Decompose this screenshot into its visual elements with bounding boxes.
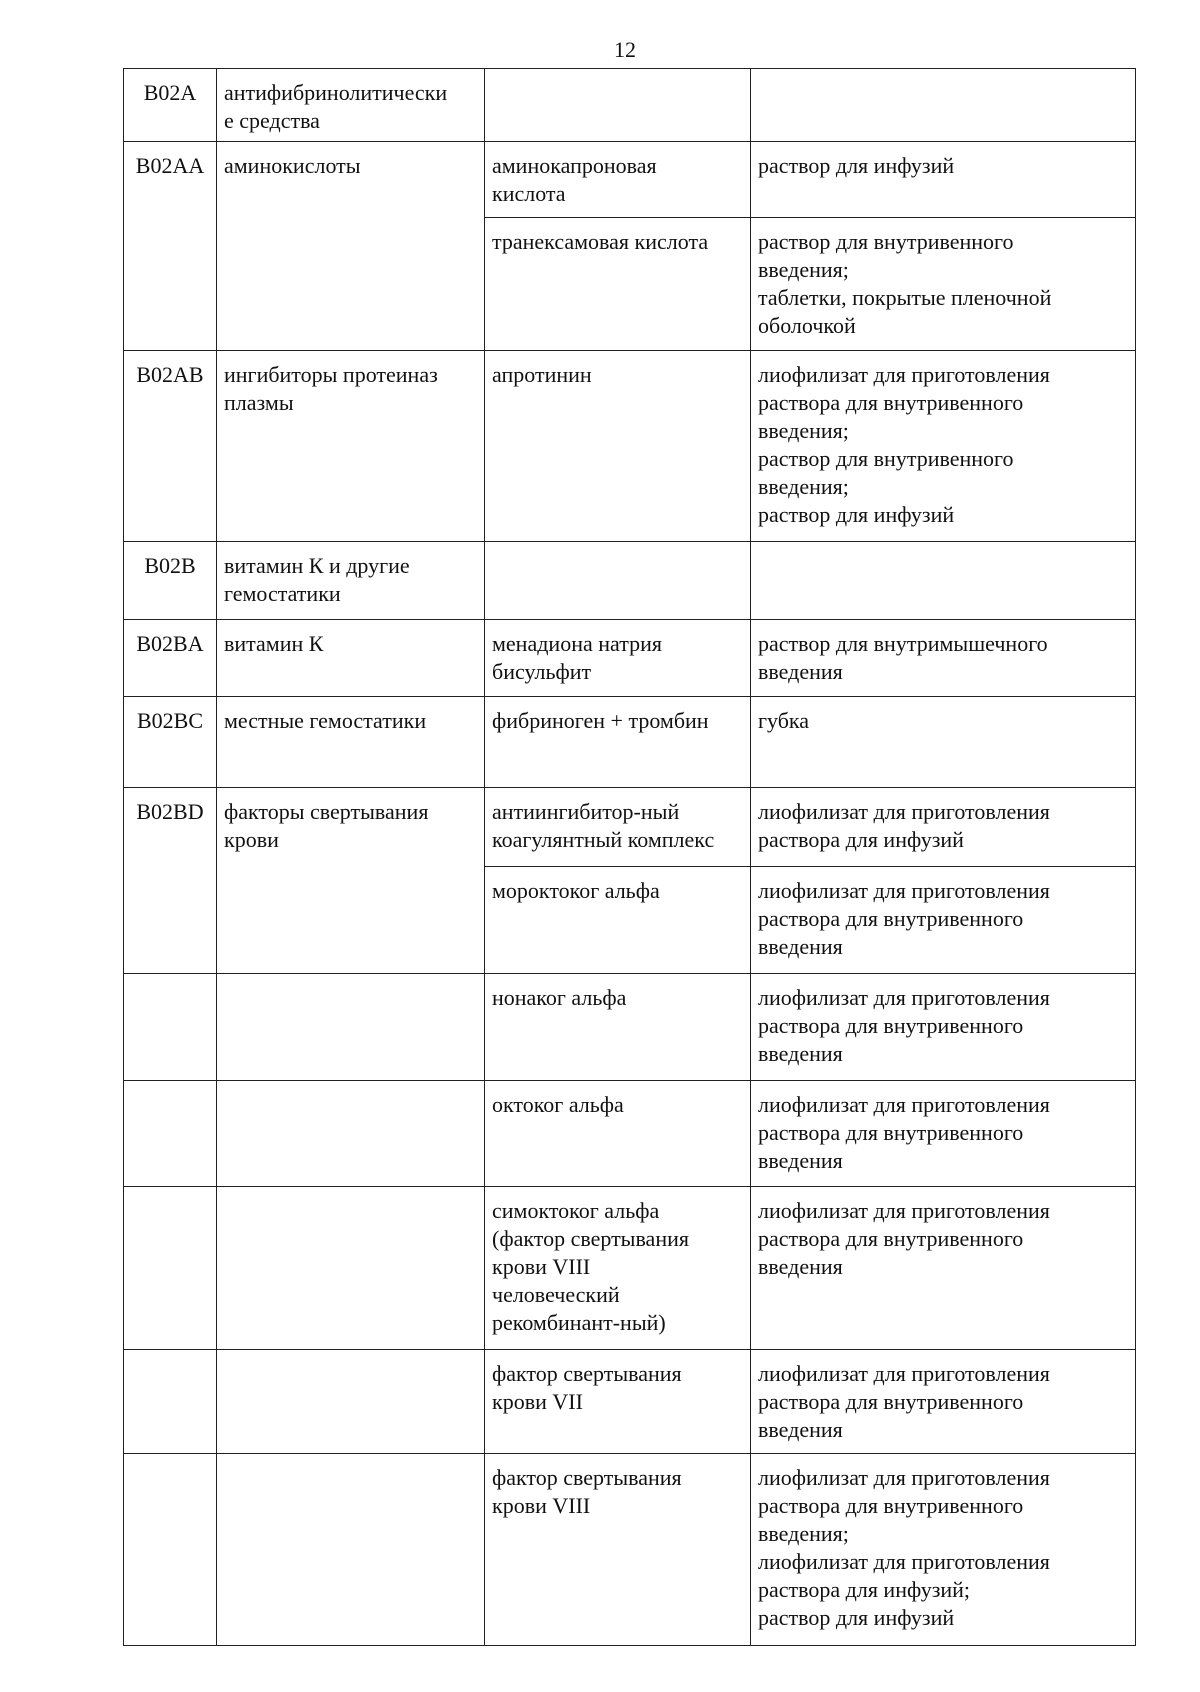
atc-code-cell: B02AB (124, 351, 217, 542)
dosage-form-cell: раствор для инфузий (751, 142, 1136, 218)
dosage-form-cell: лиофилизат для приготовления раствора для внутривенного введения (751, 867, 1136, 974)
table-row (124, 1187, 1136, 1350)
atc-code-cell: B02A (124, 69, 217, 142)
dosage-form-cell: раствор для внутривенного введения; таблетки, покрытые пленочной оболочкой (751, 218, 1136, 351)
dosage-form-cell (751, 542, 1136, 620)
atc-code-cell (124, 1454, 217, 1646)
table-row (124, 69, 1136, 142)
table-row (124, 1081, 1136, 1187)
atc-code-cell: B02BD (124, 788, 217, 974)
dosage-form-cell (751, 69, 1136, 142)
drug-name-cell: нонаког альфа (485, 974, 751, 1081)
group-name-cell: факторы свертывания крови (217, 788, 485, 974)
dosage-form-cell: лиофилизат для приготовления раствора для внутривенного введения (751, 1187, 1136, 1350)
drug-name-cell: фактор свертывания крови VII (485, 1350, 751, 1454)
drug-table (123, 68, 1136, 1646)
dosage-form-cell: губка (751, 697, 1136, 788)
drug-name-cell: антиингибитор-ный коагулянтный комплекс (485, 788, 751, 867)
drug-name-cell: симоктоког альфа (фактор свертывания крови VIII человеческий рекомбинант-ный) (485, 1187, 751, 1350)
group-name-cell (217, 1350, 485, 1454)
group-name-cell: витамин К (217, 620, 485, 697)
drug-name-cell: фактор свертывания крови VIII (485, 1454, 751, 1646)
table-row (124, 620, 1136, 697)
atc-code-cell (124, 974, 217, 1081)
table-row (124, 142, 1136, 218)
drug-name-cell: транексамовая кислота (485, 218, 751, 351)
table-row (124, 974, 1136, 1081)
atc-code-cell (124, 1187, 217, 1350)
group-name-cell: ингибиторы протеиназ плазмы (217, 351, 485, 542)
drug-name-cell: фибриноген + тромбин (485, 697, 751, 788)
dosage-form-cell: лиофилизат для приготовления раствора для внутривенного введения (751, 1350, 1136, 1454)
group-name-cell: аминокислоты (217, 142, 485, 351)
group-name-cell (217, 1081, 485, 1187)
group-name-cell: местные гемостатики (217, 697, 485, 788)
drug-name-cell (485, 542, 751, 620)
atc-code-cell (124, 1081, 217, 1187)
drug-name-cell (485, 69, 751, 142)
table-row (124, 351, 1136, 542)
drug-name-cell: октоког альфа (485, 1081, 751, 1187)
atc-code-cell: B02B (124, 542, 217, 620)
drug-name-cell: мороктоког альфа (485, 867, 751, 974)
drug-name-cell: апротинин (485, 351, 751, 542)
dosage-form-cell: лиофилизат для приготовления раствора для внутривенного введения; раствор для внутривенного введения; раствор для инфузий (751, 351, 1136, 542)
table-row (124, 697, 1136, 788)
drug-name-cell: менадиона натрия бисульфит (485, 620, 751, 697)
dosage-form-cell: лиофилизат для приготовления раствора для внутривенного введения; лиофилизат для приготовления раствора для инфузий; раствор для инфузий (751, 1454, 1136, 1646)
table-row (124, 1454, 1136, 1646)
atc-code-cell (124, 1350, 217, 1454)
page-number: 12 (614, 37, 636, 62)
group-name-cell: антифибринолитически е средства (217, 69, 485, 142)
dosage-form-cell: лиофилизат для приготовления раствора для внутривенного введения (751, 974, 1136, 1081)
table-row (124, 542, 1136, 620)
drug-name-cell: аминокапроновая кислота (485, 142, 751, 218)
dosage-form-cell: раствор для внутримышечного введения (751, 620, 1136, 697)
table-row (124, 1350, 1136, 1454)
atc-code-cell: B02AA (124, 142, 217, 351)
atc-code-cell: B02BA (124, 620, 217, 697)
group-name-cell (217, 974, 485, 1081)
dosage-form-cell: лиофилизат для приготовления раствора для инфузий (751, 788, 1136, 867)
atc-code-cell: B02BC (124, 697, 217, 788)
table-row (124, 788, 1136, 867)
dosage-form-cell: лиофилизат для приготовления раствора для внутривенного введения (751, 1081, 1136, 1187)
group-name-cell (217, 1187, 485, 1350)
group-name-cell: витамин К и другие гемостатики (217, 542, 485, 620)
group-name-cell (217, 1454, 485, 1646)
